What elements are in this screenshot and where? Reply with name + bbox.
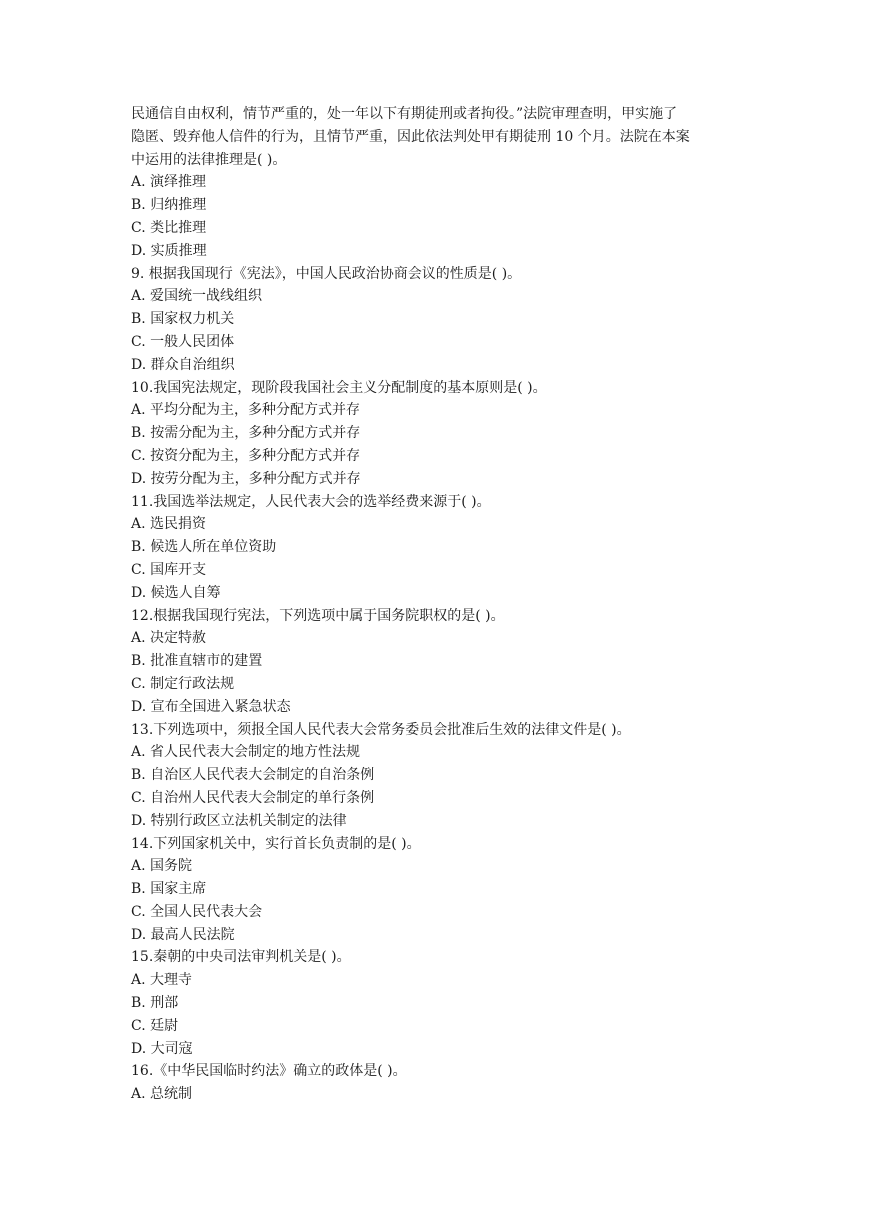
question-15 <box>131 946 743 1060</box>
answer-option: C. 国库开支 <box>131 561 207 578</box>
document-page <box>131 103 743 1106</box>
answer-option: D. 最高人民法院 <box>131 926 235 943</box>
answer-option: B. 按需分配为主，多种分配方式并存 <box>131 425 361 442</box>
answer-option: D. 大司寇 <box>131 1040 193 1057</box>
answer-option: B. 归纳推理 <box>131 197 207 214</box>
question-text: 15.秦朝的中央司法审判机关是( )。 <box>131 949 351 966</box>
answer-option: D. 实质推理 <box>131 242 207 259</box>
answer-option: B. 国家主席 <box>131 881 207 898</box>
answer-option: B. 批准直辖市的建置 <box>131 653 263 670</box>
answer-option: D. 候选人自筹 <box>131 584 221 601</box>
answer-option: C. 自治州人民代表大会制定的单行条例 <box>131 789 375 806</box>
answer-option: C. 按资分配为主，多种分配方式并存 <box>131 447 361 464</box>
answer-option: B. 候选人所在单位资助 <box>131 539 277 556</box>
intro-line: 隐匿、毁弃他人信件的行为，且情节严重，因此依法判处甲有期徒刑 10 个月。法院在本案 <box>131 128 690 145</box>
answer-option: C. 类比推理 <box>131 219 207 236</box>
answer-option: D. 群众自治组织 <box>131 356 235 373</box>
answer-option: C. 廷尉 <box>131 1017 179 1034</box>
intro-line: 中运用的法律推理是( )。 <box>131 151 287 168</box>
answer-option: B. 自治区人民代表大会制定的自治条例 <box>131 767 375 784</box>
answer-option: A. 决定特赦 <box>131 630 207 647</box>
answer-option: A. 爱国统一战线组织 <box>131 288 263 305</box>
answer-option: A. 选民捐资 <box>131 516 207 533</box>
question-14 <box>131 833 743 947</box>
question-text: 12.根据我国现行宪法，下列选项中属于国务院职权的是( )。 <box>131 607 505 624</box>
answer-option: D. 特别行政区立法机关制定的法律 <box>131 812 347 829</box>
answer-option: D. 按劳分配为主，多种分配方式并存 <box>131 470 361 487</box>
question-10 <box>131 377 743 491</box>
question-11 <box>131 491 743 605</box>
question-text: 10.我国宪法规定，现阶段我国社会主义分配制度的基本原则是( )。 <box>131 379 547 396</box>
answer-option: A. 平均分配为主，多种分配方式并存 <box>131 402 361 419</box>
question-text: 9. 根据我国现行《宪法》，中国人民政治协商会议的性质是( )。 <box>131 265 522 282</box>
answer-option: A. 大理寺 <box>131 972 193 989</box>
intro-line: 民通信自由权利，情节严重的，处一年以下有期徒刑或者拘役。”法院审理查明，甲实施了 <box>131 106 678 122</box>
question-12 <box>131 605 743 719</box>
answer-option: A. 演绎推理 <box>131 174 207 191</box>
question-text: 16.《中华民国临时约法》确立的政体是( )。 <box>131 1063 407 1080</box>
answer-option: D. 宣布全国进入紧急状态 <box>131 698 291 715</box>
answer-option: C. 全国人民代表大会 <box>131 903 263 920</box>
question-13 <box>131 719 743 833</box>
answer-option: B. 刑部 <box>131 995 179 1012</box>
answer-option: A. 总统制 <box>131 1086 193 1103</box>
question-text: 13.下列选项中，须报全国人民代表大会常务委员会批准后生效的法律文件是( )。 <box>131 721 631 738</box>
question-text: 11.我国选举法规定，人民代表大会的选举经费来源于( )。 <box>131 493 491 510</box>
answer-option: C. 一般人民团体 <box>131 333 235 350</box>
question-9 <box>131 263 743 377</box>
question-text: 14.下列国家机关中，实行首长负责制的是( )。 <box>131 835 421 852</box>
question-16 <box>131 1060 743 1106</box>
answer-option: A. 国务院 <box>131 858 193 875</box>
intro-block <box>131 103 743 263</box>
answer-option: C. 制定行政法规 <box>131 675 235 692</box>
answer-option: A. 省人民代表大会制定的地方性法规 <box>131 744 361 761</box>
answer-option: B. 国家权力机关 <box>131 311 235 328</box>
